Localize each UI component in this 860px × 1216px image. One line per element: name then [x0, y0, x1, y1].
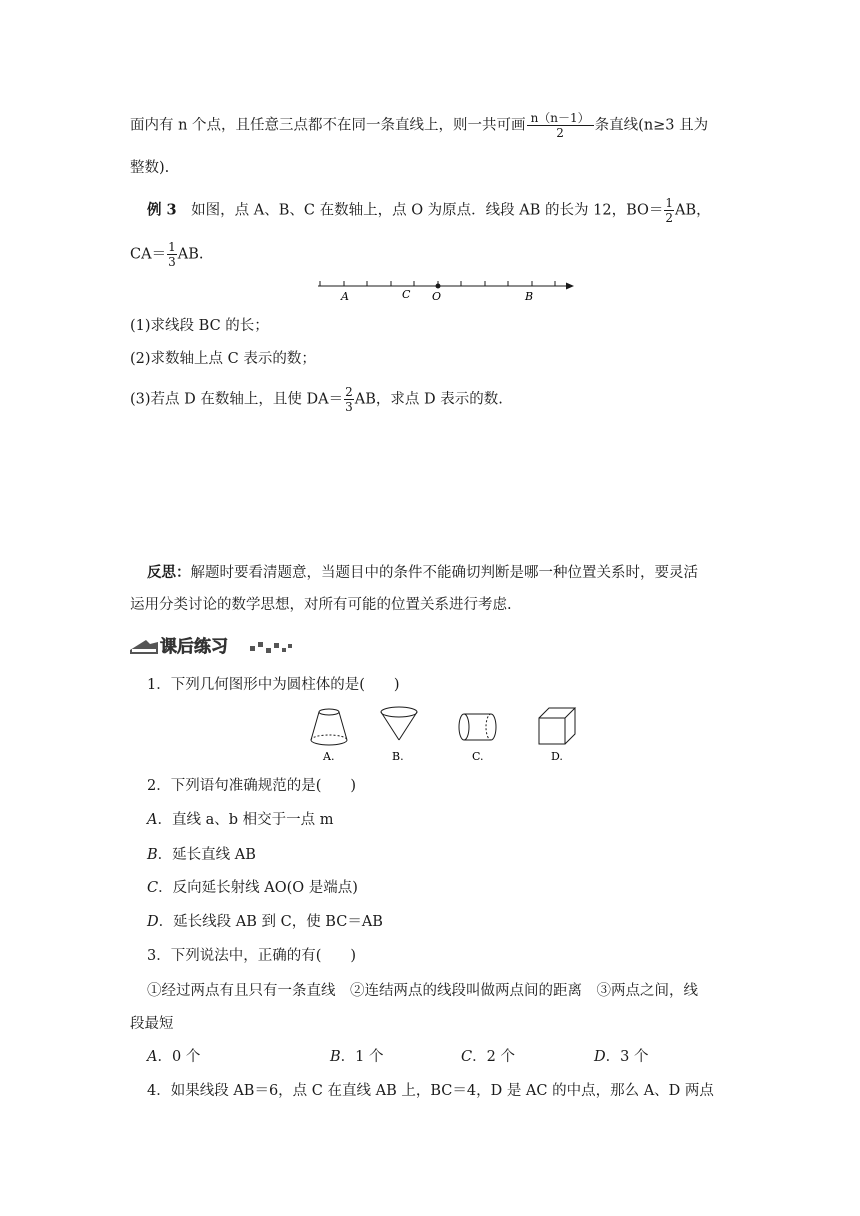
q1-label-c: C.	[472, 750, 484, 763]
q3-option-a: A．0 个	[147, 1049, 201, 1065]
q2-stem: 2．下列语句准确规范的是( )	[147, 778, 357, 794]
example3-question-3: (3)若点 D 在数轴上，且使 DA＝ $\frac{2}{3}$ AB，求点 D 表示的数.	[130, 385, 503, 414]
q3-line-1: ①经过两点有且只有一条直线 ②连结两点的线段叫做两点间的距离 ③两点之间，线	[147, 983, 698, 999]
q1-stem: 1．下列几何图形中为圆柱体的是( )	[147, 677, 400, 693]
example3-q3-fraction: $\frac{2}{3}$	[345, 385, 353, 414]
cube-shape	[539, 708, 575, 744]
q2-option-c: C．反向延长射线 AO(O 是端点)	[147, 880, 358, 896]
q1-label-a: A.	[323, 750, 335, 763]
example3-fraction-2: $\frac{1}{3}$	[168, 240, 176, 269]
axis-label-a: A	[341, 290, 349, 303]
reflection-line-1: 反思：解题时要看清题意，当题目中的条件不能确切判断是哪一种位置关系时，要灵活	[147, 564, 698, 581]
example3-question-2: (2)求数轴上点 C 表示的数；	[130, 351, 316, 367]
q1-label-d: D.	[551, 750, 563, 763]
q2-option-a: A．直线 a、b 相交于一点 m	[147, 812, 334, 828]
intro-line-2: 整数).	[130, 160, 170, 176]
section-banner	[128, 632, 308, 658]
q3-option-d: D．3 个	[594, 1049, 649, 1065]
cylinder-shape	[459, 714, 496, 740]
example3-fraction-1: $\frac{1}{2}$	[665, 196, 674, 225]
q4-stem: 4．如果线段 AB＝6，点 C 在直线 AB 上，BC＝4，D 是 AC 的中点，那么 A、D 两点	[147, 1083, 714, 1099]
cone-shape	[381, 707, 417, 740]
intro-line-1	[130, 111, 708, 140]
example3-line-2: CA＝ $\frac{1}{3}$ AB.	[130, 240, 204, 269]
intro-fraction: $\frac{n(n-1)}{2}$	[527, 111, 594, 140]
q3-option-b: B．1 个	[330, 1049, 384, 1065]
number-line-diagram	[0, 270, 860, 310]
q3-stem: 3．下列说法中，正确的有( )	[147, 948, 357, 964]
axis-label-c: C	[402, 288, 411, 301]
example3-question-1: (1)求线段 BC 的长；	[130, 318, 269, 334]
q1-shapes-figure	[303, 702, 593, 764]
axis-label-o: O	[432, 290, 442, 303]
q2-option-d: D．延长线段 AB 到 C，使 BC＝AB	[147, 914, 383, 930]
number-line-arrow	[566, 283, 574, 290]
section-banner-title: 课后练习	[160, 637, 228, 657]
intro-text-a: 面内有 n 个点，且任意三点都不在同一条直线上，则一共可画	[130, 117, 526, 134]
q1-label-b: B.	[392, 750, 404, 763]
reflection-line-2: 运用分类讨论的数学思想，对所有可能的位置关系进行考虑.	[130, 597, 512, 613]
q3-option-c: C．2 个	[461, 1049, 515, 1065]
reflection-label: 反思：	[147, 564, 191, 581]
origin-point	[436, 284, 441, 289]
q2-option-b: B．延长直线 AB	[147, 847, 256, 863]
frustum-shape	[311, 709, 347, 745]
q3-line-2: 段最短	[130, 1016, 174, 1032]
example3-label: 例 3	[147, 201, 177, 219]
axis-label-b: B	[525, 290, 534, 303]
intro-text-b: 条直线(n≥3 且为	[594, 117, 709, 134]
banner-dots	[250, 642, 292, 653]
example3-line-1: 例 3 如图，点 A、B、C 在数轴上，点 O 为原点．线段 AB 的长为 12，BO＝ $\frac{1}{2}$ AB，	[147, 196, 711, 225]
